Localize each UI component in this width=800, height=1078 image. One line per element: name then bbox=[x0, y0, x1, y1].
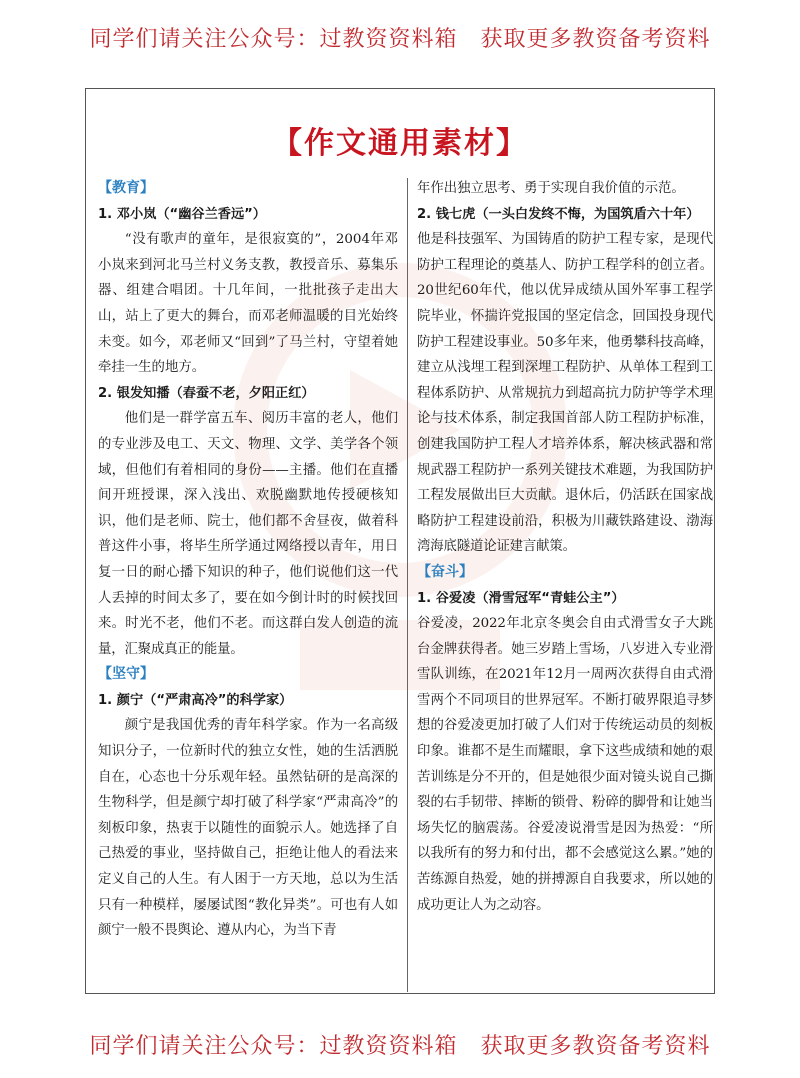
footer-banner: 同学们请关注公众号：过教资资料箱 获取更多教资备考资料 bbox=[89, 1034, 711, 1059]
item-text-silver-hair-streamers: 他们是一群学富五车、阅历丰富的老人，他们的专业涉及电工、天文、物理、文学、美学各个领域，但他们有着相同的身份——主播。他们在直播间开班授课，深入浅出、欢脱幽默地传授硬核知识，他们是老师、院士，他们都不舍昼夜，做着科普这件小事，将毕生所学通过网络授以青年，用日复一日的耐心播下知识的种子，他们说他们这一代人丢掉的时间太多了，要在如今倒计时的时候找回来。时光不老，他们不老。而这群白发人创造的流量，汇聚成真正的能量。 bbox=[98, 411, 398, 657]
item-text-yan-ning-continued: 年作出独立思考、勇于实现自我价值的示范。 bbox=[417, 181, 685, 196]
item-title-qian-qihu: 2. 钱七虎（一头白发终不悔，为国筑盾六十年） bbox=[417, 206, 700, 222]
left-column bbox=[98, 176, 398, 944]
page-title: 【作文通用素材】 bbox=[272, 126, 528, 161]
item-title-silver-hair-streamers: 2. 银发知播（春蚕不老，夕阳正红） bbox=[98, 385, 315, 401]
header-banner: 同学们请关注公众号：过教资资料箱 获取更多教资备考资料 bbox=[89, 27, 711, 52]
column-divider bbox=[407, 178, 408, 992]
item-title-gu-ailing: 1. 谷爱凌（滑雪冠军“青蛙公主”） bbox=[417, 590, 625, 606]
item-title-yan-ning: 1. 颜宁（“严肃高冷”的科学家） bbox=[98, 692, 293, 708]
section-heading-struggle: 【奋斗】 bbox=[417, 563, 473, 580]
item-text-yan-ning: 颜宁是我国优秀的青年科学家。作为一名高级知识分子，一位新时代的独立女性，她的生活洒脱自在，心态也十分乐观年轻。虽然钻研的是高深的生物科学，但是颜宁却打破了科学家“严肃高冷”的刻板印象，热衷于以随性的面貌示人。她选择了自己热爱的事业，坚持做自己，拒绝让他人的看法来定义自己的人生。有人困于一方天地，总以为生活只有一种模样，屡屡试图“教化异类”。可也有人如颜宁一般不畏舆论、遵从内心，为当下青 bbox=[98, 718, 398, 939]
item-text-qian-qihu: 他是科技强军、为国铸盾的防护工程专家，是现代防护工程理论的奠基人、防护工程学科的创立者。20世纪60年代，他以优异成绩从国外军事工程学院毕业，怀揣许党报国的坚定信念，回国投身现代防护工程建设事业。50多年来，他勇攀科技高峰，建立从浅埋工程到深埋工程防护、从单体工程到工程体系防护、从常规抗力到超高抗力防护等学术理论与技术体系，制定我国首部人防工程防护标准，创建我国防护工程人才培养体系，解决核武器和常规武器工程防护一系列关键技术难题，为我国防护工程发展做出巨大贡献。退休后，仍活跃在国家战略防护工程建设前沿，积极为川藏铁路建设、渤海湾海底隧道论证建言献策。 bbox=[417, 232, 713, 555]
item-title-deng-xiaolan: 1. 邓小岚（“幽谷兰香远”） bbox=[98, 206, 266, 222]
section-heading-education: 【教育】 bbox=[98, 180, 154, 196]
section-heading-persistence: 【坚守】 bbox=[98, 666, 154, 683]
item-text-gu-ailing: 谷爱凌，2022年北京冬奥会自由式滑雪女子大跳台金牌获得者。她三岁踏上雪场，八岁进入专业滑雪队训练，在2021年12月一周两次获得自由式滑雪两个不同项目的世界冠军。不断打破界限追寻梦想的谷爱凌更加打破了人们对于传统运动员的刻板印象。谁都不是生而耀眼，拿下这些成绩和她的艰苦训练是分不开的，但是她很少面对镜头说自己撕裂的右手韧带、摔断的锁骨、粉碎的脚骨和让她当场失忆的脑震荡。谷爱凌说滑雪是因为热爱：“所以我所有的努力和付出，都不会感觉这么累。”她的苦练源自热爱，她的拼搏源自自我要求，所以她的成功更让人为之动容。 bbox=[417, 616, 713, 913]
item-text-deng-xiaolan: “没有歌声的童年，是很寂寞的”，2004年邓小岚来到河北马兰村义务支教，教授音乐、募集乐器、组建合唱团。十几年间，一批批孩子走出大山，站上了更大的舞台，而邓老师温暖的目光始终未变。如今，邓老师又“回到”了马兰村，守望着她牵挂一生的地方。 bbox=[98, 232, 398, 376]
right-column bbox=[417, 176, 713, 918]
